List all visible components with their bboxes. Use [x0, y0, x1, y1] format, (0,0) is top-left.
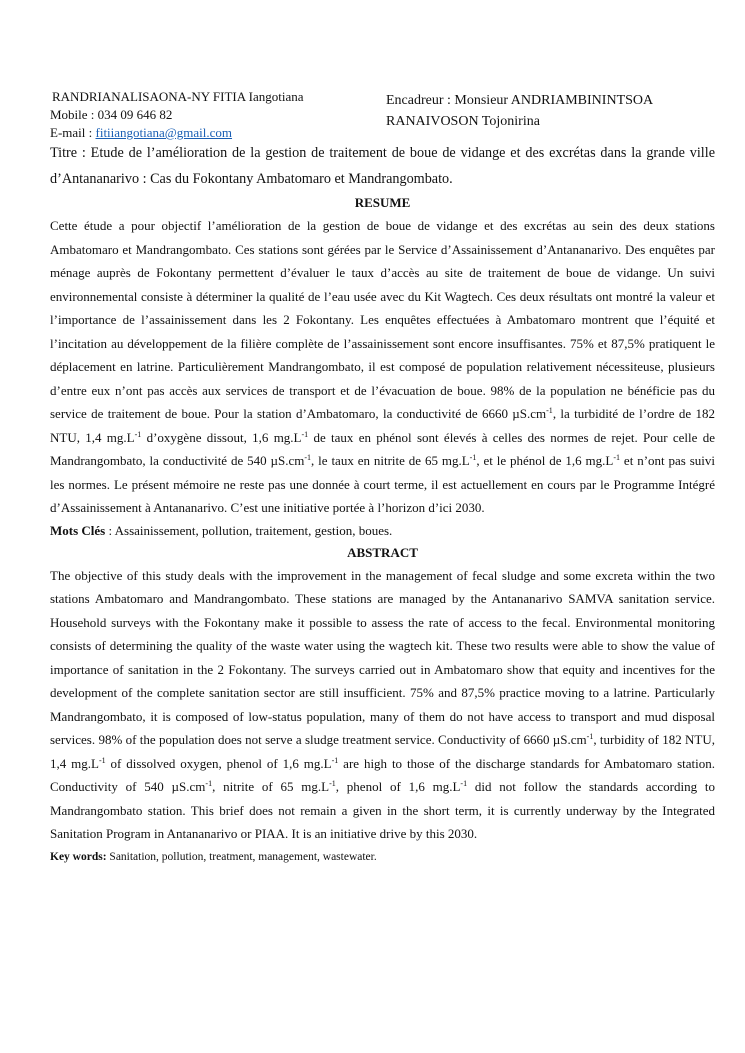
supervisor-line-1: Encadreur : Monsieur ANDRIAMBININTSOA	[386, 93, 654, 108]
author-mobile: Mobile : 034 09 646 82	[50, 107, 173, 122]
resume-keywords-text: : Assainissement, pollution, traitement, gestion, boues.	[105, 522, 393, 538]
document-body	[50, 140, 715, 867]
author-block	[50, 88, 370, 142]
email-label: E-mail :	[50, 125, 96, 140]
supervisor-line-2: RANAIVOSON Tojonirina	[386, 114, 540, 129]
abstract-keywords-text: Sanitation, pollution, treatment, management, wastewater.	[106, 850, 377, 863]
resume-heading: RESUME	[354, 195, 411, 210]
supervisor-block	[386, 90, 706, 132]
author-name: RANDRIANALISAONA-NY FITIA Iangotiana	[52, 89, 304, 104]
resume-paragraph: Cette étude a pour objectif l’amélioration de la gestion de boue de vidange et des excrétas au sein des deux stations Ambatomaro et Mandrangombato. Ces stations sont gérées par le Service d’Assainissement d’Antananarivo. Des enquêtes par ménage auprès de Fokontany permettent d’évaluer le taux d’accès au site de traitement de boue de vidange. Un suivi environnemental consiste à déterminer la qualité de l’eau usée avec du Kit Wagtech. Ces deux résultats ont montré la valeur et l’importance de l’assainissement dans les 2 Fokontany. Les enquêtes effectuées à Ambatomaro montrent que l’équité et l’incitation au développement de la filière complète de l’assainissement sont encore insuffisantes. 75% et 87,5% pratiquent le déplacement en latrine. Particulièrement Mandrangombato, il est composé de population relativement nécessiteuse, plusieurs d’entre eux n’ont pas accès aux services de transport et de l’évacuation de boue. 98% de la population ne bénéficie pas du service de traitement de boue. Pour la station d’Ambatomaro, la conductivité de 6660 $\mu S.cm^{-1}$, la turbidité de l’ordre de 182 NTU, 1,4 $mg.L^{-1}$ d’oxygène dissout, 1,6 $mg.L^{-1}$ de taux en phénol sont élevés à celles des normes de rejet. Pour celle de Mandrangombato, la conductivité de 540 $\mu S.cm^{-1}$, le taux en nitrite de 65 $mg.L^{-1}$, et le phénol de 1,6 $mg.L^{-1}$ et n’ont pas suivi les normes. Le présent mémoire ne reste pas une donnée à court terme, il est actuellement en cours par le Programme Intégré d’Assainissement à Antananarivo. C’est une initiative portée à l’horizon d’ici 2030.	[50, 218, 716, 515]
abstract-heading: ABSTRACT	[347, 544, 418, 560]
email-link[interactable]: fitiiangotiana@gmail.com	[95, 125, 233, 140]
abstract-paragraph: The objective of this study deals with the improvement in the management of fecal sludge and some excreta within the two stations Ambatomaro and Mandrangombato. These stations are managed by the Antananarivo SAMVA sanitation service. Household surveys with the Fokontany make it possible to assess the rate of access to the fecal. Environmental monitoring consists of determining the quality of the waste water using the wagtech kit. These two results were able to show the value of importance of sanitation in the 2 Fokontany. The surveys carried out in Ambatomaro show that equity and incentives for the development of the complete sanitation sector are still insufficient. 75% and 87,5% practice moving to a latrine. Particularly Mandrangombato, it is composed of low-status population, many of them do not have access to transport and mud disposal services. 98% of the population does not serve a sludge treatment service. Conductivity of 6660 $\mu S.cm^{-1}$, turbidity of 182 NTU, 1,4 $mg.L^{-1}$ of dissolved oxygen, phenol of 1,6 $mg.L^{-1}$ are high to those of the discharge standards for Ambatomaro station. Conductivity of 540 $\mu S.cm^{-1}$, nitrite of 65 $mg.L^{-1}$, phenol of 1,6 $mg.L^{-1}$ did not follow the standards according to Mandrangombato station. This brief does not remain a given in the short term, it is currently underway by the Integrated Sanitation Program in Antananarivo or PIAA. It is an initiative drive by this 2030.	[50, 567, 716, 841]
resume-keywords	[50, 520, 715, 542]
abstract-keywords	[50, 847, 715, 867]
abstract-keywords-label: Key words:	[50, 850, 107, 863]
thesis-title: Titre : Etude de l’amélioration de la gestion de traitement de boue de vidange et des excrétas dans la grande ville d’Antananarivo : Cas du Fokontany Ambatomaro et Mandrangombato.	[50, 145, 715, 187]
resume-keywords-label: Mots Clés	[50, 522, 106, 538]
